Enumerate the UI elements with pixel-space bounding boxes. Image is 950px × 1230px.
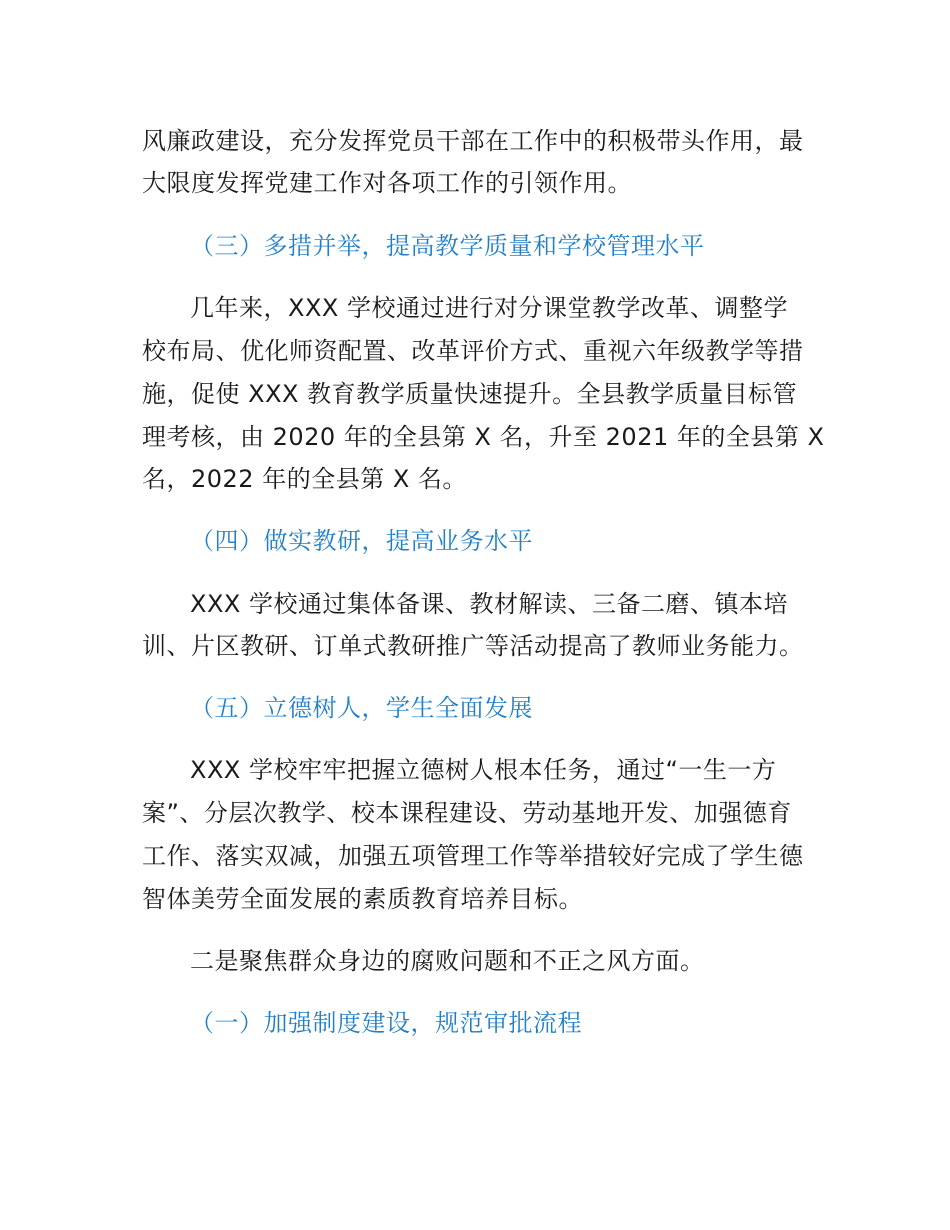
paragraph-line: XXX 学校牢牢把握立德树人根本任务，通过“一生一方 [190, 756, 777, 784]
paragraph-line: 几年来，XXX 学校通过进行对分课堂教学改革、调整学 [190, 294, 788, 322]
paragraph-line: 训、片区教研、订单式教研推广等活动提高了教师业务能力。 [142, 632, 804, 660]
section-heading: （三）多措并举，提高教学质量和学校管理水平 [190, 232, 705, 260]
paragraph-line: 校布局、优化师资配置、改革评价方式、重视六年级教学等措 [142, 337, 804, 365]
paragraph-line: 智体美劳全面发展的素质教育培养目标。 [142, 885, 583, 913]
paragraph-line: 二是聚焦群众身边的腐败问题和不正之风方面。 [190, 947, 705, 975]
section-heading: （五）立德树人，学生全面发展 [190, 694, 533, 722]
section-heading: （四）做实教研，提高业务水平 [190, 527, 533, 555]
paragraph-line: 名，2022 年的全县第 X 名。 [142, 465, 467, 493]
paragraph-line: 案”、分层次教学、校本课程建设、劳动基地开发、加强德育 [142, 799, 792, 827]
paragraph-line: 大限度发挥党建工作对各项工作的引领作用。 [142, 169, 632, 197]
paragraph-line: 理考核，由 2020 年的全县第 X 名，升至 2021 年的全县第 X [142, 423, 825, 451]
paragraph-line: XXX 学校通过集体备课、教材解读、三备二磨、镇本培 [190, 590, 788, 618]
section-heading: （一）加强制度建设，规范审批流程 [190, 1009, 582, 1037]
paragraph-line: 风廉政建设，充分发挥党员干部在工作中的积极带头作用，最 [142, 127, 804, 155]
paragraph-line: 施，促使 XXX 教育教学质量快速提升。全县教学质量目标管 [142, 380, 798, 408]
paragraph-line: 工作、落实双减，加强五项管理工作等举措较好完成了学生德 [142, 842, 804, 870]
